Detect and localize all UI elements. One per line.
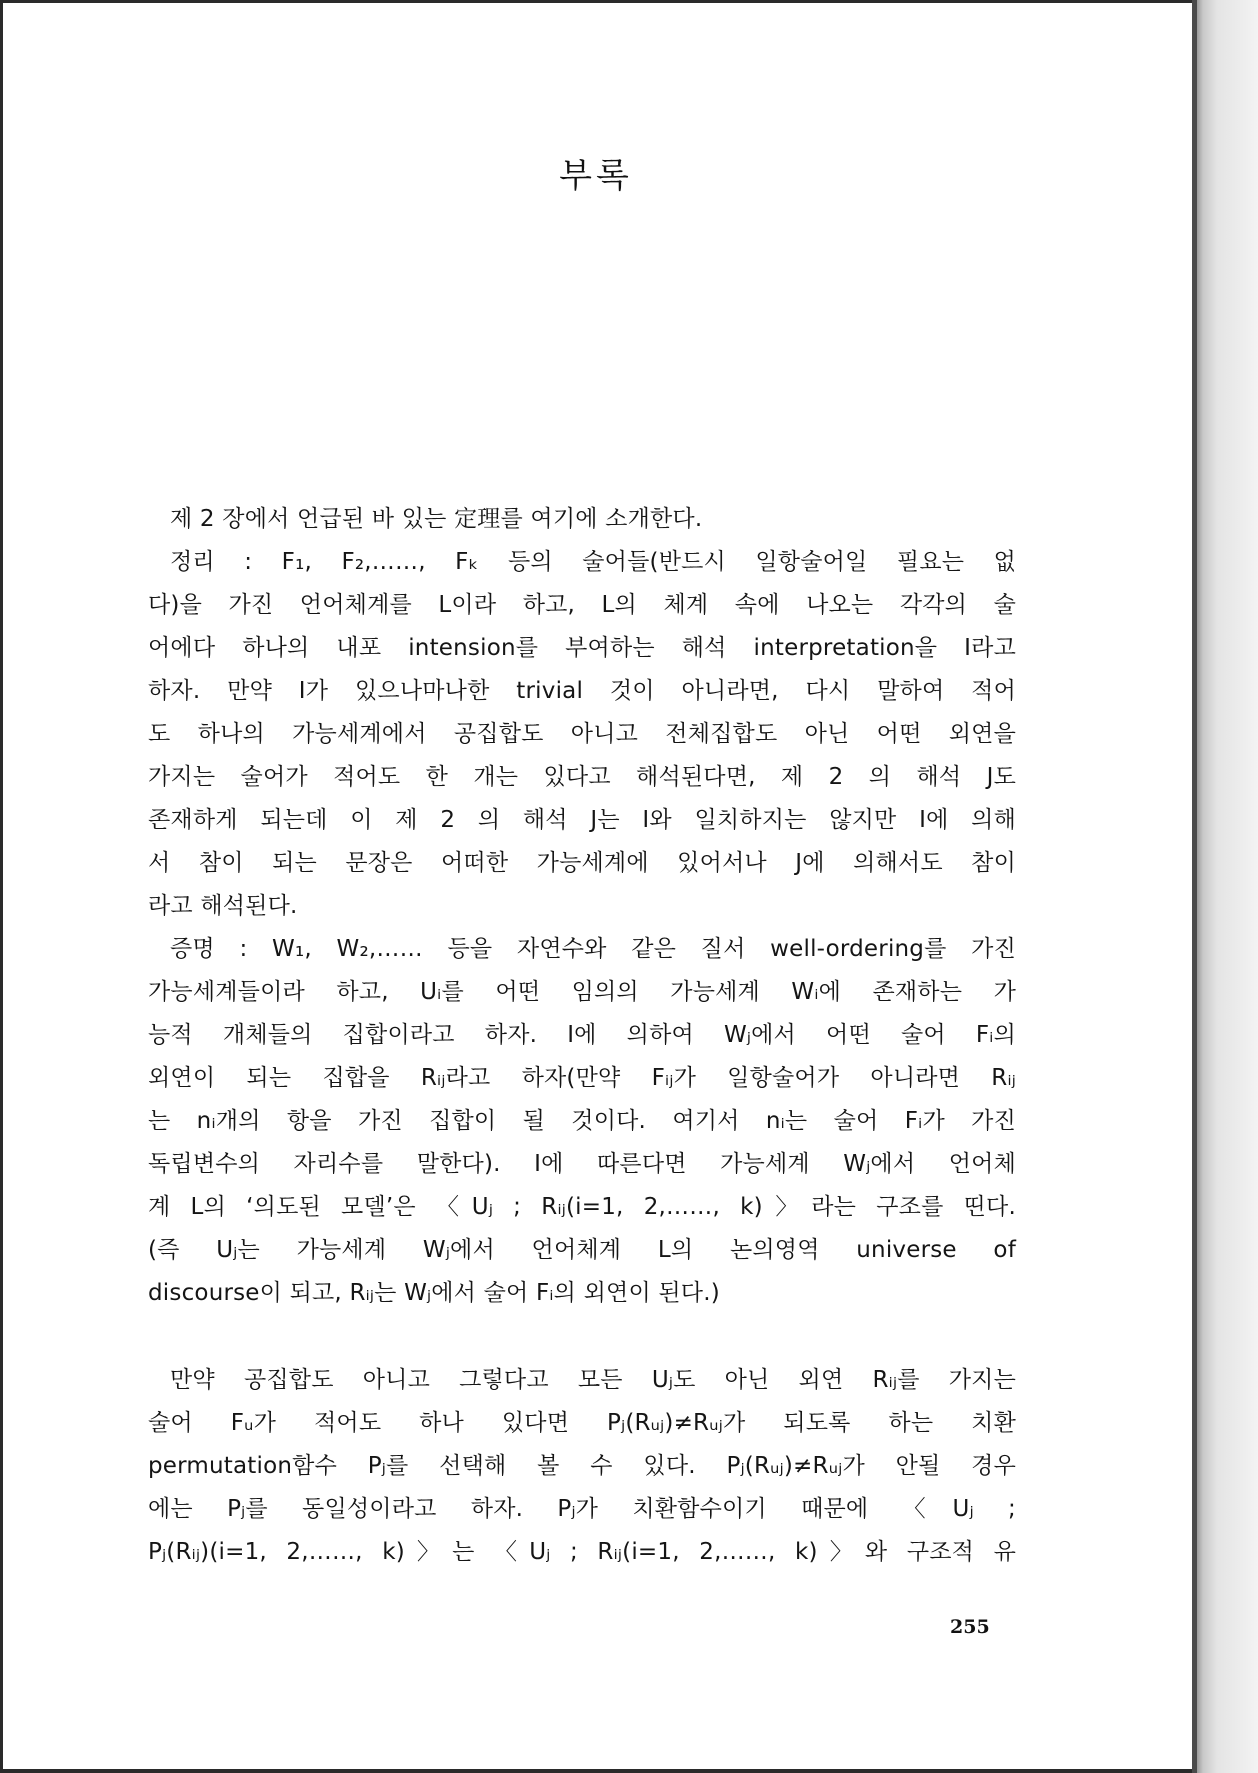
page-number: 255 — [950, 1616, 990, 1638]
text-line: 는 nᵢ개의 항을 가진 집합이 될 것이다. 여기서 nᵢ는 술어 Fᵢ가 가진 — [148, 1108, 1016, 1134]
text-line: 제 2 장에서 언급된 바 있는 定理를 여기에 소개한다. — [170, 506, 703, 532]
text-line: (즉 Uⱼ는 가능세계 Wⱼ에서 언어체계 L의 논의영역 universe of — [148, 1237, 1016, 1263]
text-line: 에는 Pⱼ를 동일성이라고 하자. Pⱼ가 치환함수이기 때문에 〈Uⱼ ; — [148, 1496, 1016, 1522]
text-line: 어에다 하나의 내포 intension를 부여하는 해석 interpretation을 I라고 — [148, 635, 1016, 661]
page-edge-shadow — [1197, 0, 1258, 1773]
text-line: 서 참이 되는 문장은 어떠한 가능세계에 있어서나 J에 의해서도 참이 — [148, 850, 1016, 876]
text-line: 하자. 만약 I가 있으나마나한 trivial 것이 아니라면, 다시 말하여 적어 — [148, 678, 1016, 704]
text-line: 존재하게 되는데 이 제 2 의 해석 J는 I와 일치하지는 않지만 I에 의해 — [148, 807, 1016, 833]
page-border-top — [0, 0, 1196, 3]
text-line: 가지는 술어가 적어도 한 개는 있다고 해석된다면, 제 2 의 해석 J도 — [148, 764, 1016, 790]
text-line: 다)을 가진 언어체계를 L이라 하고, L의 체계 속에 나오는 각각의 술 — [148, 592, 1016, 618]
text-line: 도 하나의 가능세계에서 공집합도 아니고 전체집합도 아닌 어떤 외연을 — [148, 721, 1016, 747]
paragraph-permutation — [148, 1359, 1016, 1574]
text-line: 가능세계들이라 하고, Uᵢ를 어떤 임의의 가능세계 Wᵢ에 존재하는 가 — [148, 979, 1016, 1005]
paragraph-proof — [148, 928, 1016, 1315]
text-line: 술어 Fᵤ가 적어도 하나 있다면 Pⱼ(Rᵤⱼ)≠Rᵤⱼ가 되도록 하는 치환 — [148, 1410, 1016, 1436]
text-line: Pⱼ(Rᵢⱼ)(i=1, 2,……, k)〉는 〈Uⱼ ; Rᵢⱼ(i=1, 2,……, k)〉와 구조적 유 — [148, 1539, 1016, 1565]
text-line: 계 L의 ‘의도된 모델’은 〈Uⱼ ; Rᵢⱼ(i=1, 2,……, k)〉라는 구조를 띤다. — [148, 1194, 1016, 1220]
body-text — [148, 498, 1016, 1574]
text-line: 라고 해석된다. — [148, 893, 298, 919]
page-border-left — [0, 0, 3, 1773]
text-line: 능적 개체들의 집합이라고 하자. I에 의하여 Wⱼ에서 어떤 술어 Fᵢ의 — [148, 1022, 1016, 1048]
paragraph-gap — [148, 1315, 1016, 1359]
paragraph-theorem — [148, 541, 1016, 928]
text-line: 독립변수의 자리수를 말한다). I에 따른다면 가능세계 Wⱼ에서 언어체 — [148, 1151, 1016, 1177]
text-line: discourse이 되고, Rᵢⱼ는 Wⱼ에서 술어 Fᵢ의 외연이 된다.) — [148, 1280, 720, 1306]
text-line: 만약 공집합도 아니고 그렇다고 모든 Uⱼ도 아닌 외연 Rᵢⱼ를 가지는 — [170, 1367, 1016, 1393]
paragraph-intro — [148, 498, 1016, 541]
text-line: permutation함수 Pⱼ를 선택해 볼 수 있다. Pⱼ(Rᵤⱼ)≠Rᵤⱼ가 안될 경우 — [148, 1453, 1016, 1479]
text-line: 증명 : W₁, W₂,…… 등을 자연수와 같은 질서 well-ordering를 가진 — [170, 936, 1016, 962]
text-line: 정리 : F₁, F₂,……, Fₖ 등의 술어들(반드시 일항술어일 필요는 없 — [170, 549, 1016, 575]
page-border-bottom — [0, 1769, 1196, 1773]
page-title: 부록 — [559, 156, 633, 196]
text-line: 외연이 되는 집합을 Rᵢⱼ라고 하자(만약 Fᵢⱼ가 일항술어가 아니라면 Rᵢⱼ — [148, 1065, 1016, 1091]
